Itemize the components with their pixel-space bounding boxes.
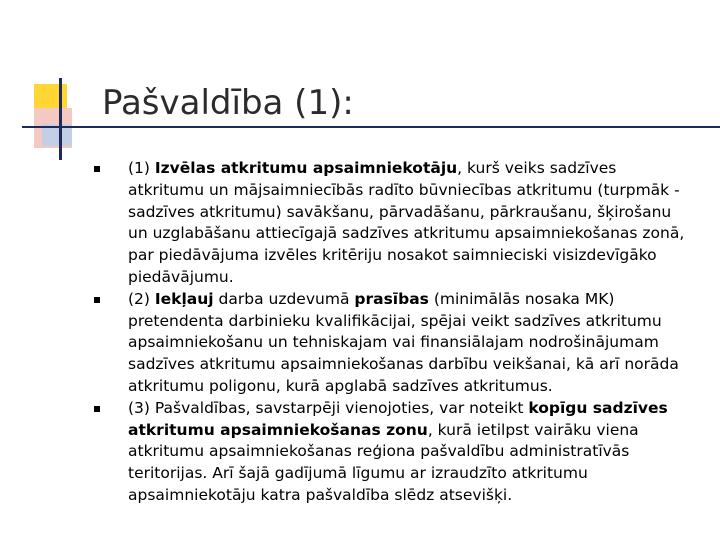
- decor-vertical-line: [59, 78, 62, 160]
- bullet-text-run: , kurš veiks sadzīves atkritumu un mājsaimniecībās radīto būvniecības atkritumu (turpmāk - sadzīves atkritumu) savākšanu, pārvadāšanu, pārkraušanu, šķirošanu un uzglabāšanu attiecīgajā sadzīves atkritumu apsaimniekošanas zonā, par piedāvājuma izvēles kritēriju nosakot saimnieciski visizdevīgāko piedāvājumu.: [128, 159, 685, 286]
- bullet-square-icon: [94, 297, 100, 303]
- bullet-text-bold: prasības: [354, 289, 429, 308]
- bullet-square-icon: [94, 166, 100, 172]
- bullet-text: [128, 159, 684, 286]
- bullet-text-bold: kopīgu sadzīves atkritumu apsaimniekošanas zonu: [128, 398, 668, 439]
- decor-horizontal-line: [22, 126, 720, 128]
- bullet-text-run: darba uzdevumā: [213, 289, 355, 308]
- bullet-square-icon: [94, 406, 100, 412]
- bullet-text-run: (2): [128, 289, 155, 308]
- bullet-item: [92, 398, 688, 507]
- bullet-text-bold: Iekļauj: [154, 289, 214, 308]
- bullet-text-bold: Izvēlas atkritumu apsaimniekotāju: [154, 159, 458, 177]
- bullet-item: [92, 289, 688, 398]
- slide-title: Pašvaldība (1):: [102, 83, 354, 123]
- bullet-item: [92, 158, 688, 289]
- bullet-text-run: , kurā ietilpst vairāku viena atkritumu apsaimniekošanas reģiona pašvaldību administratīvās teritorijas. Arī šajā gadījumā līgumu ar izraudzīto atkritumu apsaimniekotāju katra pašvaldība slēdz atsevišķi.: [128, 420, 639, 504]
- bullet-text: [128, 290, 679, 395]
- bullet-text-run: (minimālās nosaka MK) pretendenta darbinieku kvalifikācijai, spējai veikt sadzīves atkritumu apsaimniekošanu un tehniskajam vai finansiālajam nodrošinājumam sadzīves atkritumu apsaimniekošanas darbību veikšanai, kā arī norāda atkritumu poligonu, kurā apglabā sadzīves atkritumus.: [128, 289, 679, 395]
- bullet-text-run: (1): [128, 159, 155, 177]
- bullet-list: [92, 158, 688, 507]
- bullet-text-run: (3) Pašvaldības, savstarpēji vienojoties, var noteikt: [128, 398, 529, 417]
- bullet-text: [128, 399, 668, 504]
